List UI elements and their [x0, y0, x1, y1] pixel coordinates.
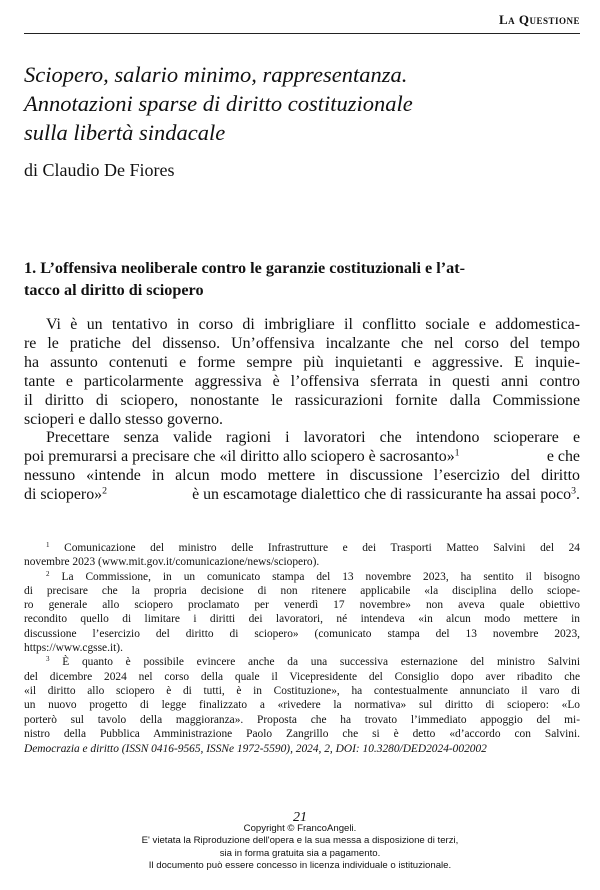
footnote-line — [24, 570, 580, 584]
body-line-text: e che — [542, 448, 580, 466]
body-line — [24, 448, 580, 467]
footnote-line: di precisare che la propria decisione di non ritenere applicabile «la disciplina dello sciope- — [24, 584, 580, 597]
heading-line: tacco al diritto di sciopero — [24, 281, 204, 299]
body-line-text: di sciopero» — [24, 486, 103, 504]
author-byline: di Claudio De Fiores — [24, 160, 175, 180]
body-line-text: poi premurarsi a precisare che «il diritto allo sciopero è sacrosanto» — [24, 448, 455, 466]
footnote-ref[interactable]: 3 — [571, 485, 577, 497]
body-line — [24, 486, 580, 505]
heading-line: 1. L’offensiva neoliberale contro le garanzie costituzionali e l’at- — [24, 259, 466, 277]
copyright-line: sia in forma gratuita sia a pagamento. — [219, 847, 381, 859]
body-text — [24, 316, 580, 505]
footnote-number: 3 — [46, 655, 50, 664]
footnote-line — [24, 541, 580, 555]
copyright-line: E' vietata la Riproduzione dell'opera e la sua messa a disposizione di terzi, — [141, 835, 459, 847]
footnote-line: https://www.cgsse.it). — [24, 642, 123, 655]
copyright-line: Copyright © FrancoAngeli. — [243, 823, 357, 834]
title-line: sulla libertà sindacale — [24, 120, 226, 145]
article-title — [24, 60, 584, 147]
body-line-part — [24, 448, 460, 467]
copyright-notice — [0, 823, 600, 872]
footnote-line: discussione l’esercizio del diritto di sciopero» (comunicato stampa del 13 novembre 2023, — [24, 627, 580, 640]
footnote-line — [24, 655, 580, 669]
title-line: Sciopero, salario minimo, rappresentanza. — [24, 62, 408, 87]
header-divider — [24, 33, 580, 34]
journal-citation: Democrazia e diritto (ISSN 0416-9565, ISSNe 1972-5590), 2024, 2, DOI: 10.3280/DED2024-002002 — [24, 743, 487, 755]
body-line: il diritto di sciopero, nonostante le rassicurazioni fornite dalla Commissione — [24, 391, 580, 409]
body-line-part — [24, 486, 107, 505]
footnote-line: novembre 2023 (www.mit.gov.it/comunicazione/news/sciopero). — [24, 556, 320, 569]
section-heading — [24, 257, 580, 301]
footnote-line: del dicembre 2024 nel corso della quale il Vicepresidente del Consiglio dopo aver ribadito che — [24, 670, 580, 683]
footnote-ref[interactable]: 2 — [102, 485, 108, 497]
copyright-line: Il documento può essere concesso in licenza individuale o istituzionale. — [148, 859, 452, 871]
footnote-line: nistro della Pubblica Amministrazione Paolo Zangrillo che si è detto «d’accordo con Salvini. — [24, 727, 580, 740]
footnote-ref[interactable]: 1 — [454, 447, 460, 459]
footnote-line: un nuovo progetto di legge finalizzato a «rivedere la normativa» sul diritto di sciopero: «Lo — [24, 699, 580, 712]
footnote-text: La Commissione, in un comunicato stampa del 13 novembre 2023, ha sentito il bisogno — [61, 570, 580, 583]
body-line: tante e particolarmente aggressiva è l’offensiva sferrata in questi anni contro — [24, 372, 580, 390]
footnote-line: porterò sul tavolo della maggioranza». Proposta che ha trovato l’immediato appoggio del mi- — [24, 713, 580, 726]
body-line-text: . — [576, 486, 580, 504]
page-number: 21 — [293, 810, 307, 825]
footnote-line: «il diritto allo sciopero è di tutti, è in Costituzione», ha contestualmente annunciato il varo di — [24, 684, 580, 697]
footnote-line: ro generale allo sciopero proclamato per venerdì 17 novembre» non aveva quale obiettivo — [24, 599, 580, 612]
footnote-text: Comunicazione del ministro delle Infrastrutture e dei Trasporti Matteo Salvini del 24 — [64, 542, 580, 554]
title-line: Annotazioni sparse di diritto costituzionale — [24, 91, 413, 116]
body-line: scioperi e dallo stesso governo. — [24, 410, 224, 428]
body-line: re le pratiche del dissenso. Un’offensiva incalzante che nel corso del tempo — [24, 334, 580, 352]
footnote-text: È quanto è possibile evincere anche da una successiva esternazione del ministro Salvini — [62, 656, 580, 669]
body-line: Precettare senza valide ragioni i lavoratori che intendono scioperare e — [46, 429, 580, 447]
footnotes — [24, 541, 580, 741]
body-line-part — [188, 486, 580, 505]
body-line: nessuno «intende in alcun modo mettere in discussione l’esercizio del diritto — [24, 467, 580, 485]
running-head: La Questione — [498, 12, 580, 27]
body-line-text: è un escamotage dialettico che di rassicurante ha assai poco — [188, 486, 572, 504]
footnote-number: 1 — [46, 541, 50, 550]
footnote-number: 2 — [46, 569, 50, 578]
body-line: ha assunto contenuti e forme sempre più inquietanti e aggressive. E inquie- — [24, 353, 580, 371]
body-line: Vi è un tentativo in corso di imbrigliare il conflitto sociale e addomestica- — [46, 316, 580, 333]
footnote-line: recondito quello di limitare i diritti dei lavoratori, né intendeva «in alcun modo mettere in — [24, 613, 580, 626]
